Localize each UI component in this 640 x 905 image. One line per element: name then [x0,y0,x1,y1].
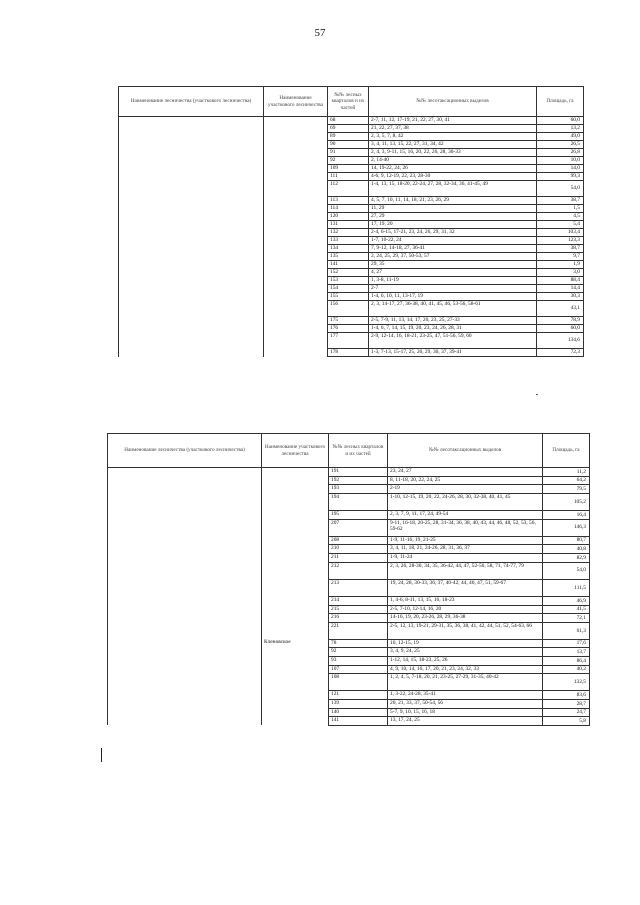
district-cell [262,605,329,614]
allotments-cell: 2, 3, 14-17, 27, 36-38, 40, 41, 45, 46, 53-56, 58-61 [369,301,537,317]
quarter-number-cell: 114 [328,205,369,213]
forest-register-table-2 [107,433,590,726]
allotments-cell: 4-6, 9, 12-19, 22, 23, 28-30 [369,173,537,181]
area-cell: 14,0 [537,165,584,173]
area-cell: 28,7 [543,700,590,709]
area-cell: 4,5 [537,213,584,221]
allotments-cell: 3, 4, 11, 18, 21, 24-26, 28, 31, 36, 37 [388,545,543,554]
quarter-number-cell: 195 [329,510,388,519]
area-cell: 61,3 [543,622,590,639]
allotments-cell: 29, 35 [369,261,537,269]
area-cell: 80,7 [543,536,590,545]
quarter-number-cell: 69 [328,125,369,133]
quarter-number-cell: 139 [329,700,388,709]
allotments-cell: 11, 29 [369,205,537,213]
district-cell [262,596,329,605]
district-cell [262,579,329,596]
header-district: Наименование участкового лесничества [262,434,329,468]
area-cell: 49,0 [537,133,584,141]
header-allotments: №№ лесотаксационных выделов [388,434,543,468]
allotments-cell: 2, 3, 5, 7, 8, 42 [369,133,537,141]
district-cell [262,691,329,700]
quarter-number-cell: 191 [329,468,388,477]
allotments-cell: 20, 21, 33, 37, 50-54, 56 [388,700,543,709]
area-cell: 105,2 [543,493,590,510]
area-cell: 9,7 [537,253,584,261]
area-cell: 5,8 [543,717,590,726]
table-row [108,468,590,477]
quarter-number-cell: 111 [328,173,369,181]
allotments-cell: 1-7, 10-22, 24 [369,237,537,245]
allotments-cell: 1-10, 12-15, 19, 20, 22, 24-26, 28, 30, 32-38, 40, 41, 45 [388,493,543,510]
allotments-cell: 9-11, 16-18, 20-25, 28, 31-34, 36, 38, 40, 43, 44, 46, 48, 52, 53, 56, 59-62 [388,519,543,536]
allotments-cell: 2, 3, 7, 9, 11, 17, 24, 49-54 [388,510,543,519]
quarter-number-cell: 141 [329,717,388,726]
district-cell [262,665,329,674]
margin-line [101,748,102,762]
allotments-cell: 2-7, 11, 12, 17-19, 21, 22, 27, 30, 41 [369,117,537,125]
quarter-number-cell: 152 [328,269,369,277]
area-cell: 41,5 [543,605,590,614]
quarter-number-cell: 210 [329,545,388,554]
quarter-number-cell: 193 [329,485,388,494]
quarter-number-cell: 113 [328,197,369,205]
quarter-number-cell: 215 [329,605,388,614]
district-cell [262,708,329,717]
allotments-cell: 7, 9-12, 14-18, 27, 36-41 [369,245,537,253]
district-cell [262,510,329,519]
district-cell [262,485,329,494]
allotments-cell: 14-16, 19, 20, 23-26, 28, 29, 36-38 [388,614,543,623]
area-cell: 14,4 [537,285,584,293]
district-cell [262,657,329,666]
allotments-cell: 4, 9, 10, 14, 16, 17, 20, 21, 23, 24, 32, 33 [388,665,543,674]
area-cell: 64,2 [543,476,590,485]
quarter-number-cell: 175 [328,317,369,325]
area-cell: 24,7 [543,708,590,717]
allotments-cell: 14, 19-22, 24, 26 [369,165,537,173]
district-cell [262,553,329,562]
allotments-cell: 1-4, 13, 15, 18-20, 22-24, 27, 28, 32-34, 36, 41-45, 49 [369,181,537,197]
allotments-cell: 1-4, 6, 7, 14, 15, 19, 20, 23, 24, 26, 28, 31 [369,325,537,333]
area-cell: 26,5 [537,141,584,149]
quarter-number-cell: 207 [329,519,388,536]
quarter-number-cell: 112 [328,181,369,197]
quarter-number-cell: 131 [328,221,369,229]
table-row [119,117,584,125]
district-cell [262,622,329,639]
area-cell: 99,3 [537,173,584,181]
allotments-cell: 1-9, 11-16, 19, 21-25 [388,536,543,545]
allotments-cell: 2, 14-40 [369,157,537,165]
area-cell: 43,1 [537,301,584,317]
area-cell: 79,5 [543,485,590,494]
quarter-number-cell: 107 [329,665,388,674]
area-cell: 134,6 [537,333,584,349]
area-cell: 83,6 [543,691,590,700]
quarter-number-cell: 208 [329,536,388,545]
district-cell [262,493,329,510]
quarter-number-cell: 135 [328,253,369,261]
header-district: Наименование участкового лесничества [264,87,328,117]
quarter-number-cell: 108 [329,674,388,691]
area-cell: 46,9 [543,596,590,605]
allotments-cell: 1-12, 14, 15, 18-23, 25, 26 [388,657,543,666]
allotments-cell: 2-5, 7-9, 11, 13, 14, 17, 20, 23, 25, 27-33 [369,317,537,325]
allotments-cell: 1-9, 11-24 [388,553,543,562]
area-cell: 123,3 [537,237,584,245]
district-cell [262,717,329,726]
area-cell: 16,4 [543,510,590,519]
allotments-cell: 1-3, 7-13, 15-17, 25, 26, 29, 30, 37, 39-41 [369,349,537,357]
allotments-cell: 2-4, 6-15, 17-21, 23, 24, 26, 29, 31, 32 [369,229,537,237]
district-cell: Кленовское [262,639,329,648]
district-cell [262,614,329,623]
allotments-cell: 3, 4, 9, 24, 25 [388,648,543,657]
quarter-number-cell: 132 [328,229,369,237]
area-cell: 1,9 [537,261,584,269]
area-cell: 86,4 [543,657,590,666]
area-cell: 40,8 [543,545,590,554]
table-2-body [108,468,590,726]
header-quarters: №№ лесных кварталов и их частей [329,434,388,468]
area-cell: 5,4 [537,221,584,229]
quarter-number-cell: 120 [328,213,369,221]
forestry-cell [119,117,264,357]
scan-mark [536,394,538,395]
quarter-number-cell: 140 [329,708,388,717]
header-area: Площадь, га [537,87,584,117]
area-cell: 17,6 [543,639,590,648]
area-cell: 82,9 [543,553,590,562]
area-cell: 26,8 [537,149,584,157]
quarter-number-cell: 93 [329,657,388,666]
quarter-number-cell: 213 [329,579,388,596]
area-cell: 72,1 [543,614,590,623]
allotments-cell: 1, 3-8, 11-19 [369,277,537,285]
area-cell: 54,0 [543,562,590,579]
area-cell: 54,0 [537,181,584,197]
area-cell: 40,2 [543,665,590,674]
area-cell: 103,4 [537,229,584,237]
allotments-cell: 23, 24, 27 [388,468,543,477]
quarter-number-cell: 153 [328,277,369,285]
quarter-number-cell: 109 [328,165,369,173]
district-cell [262,674,329,691]
quarter-number-cell: 178 [328,349,369,357]
area-cell: 38,7 [537,197,584,205]
district-cell [262,468,329,477]
quarter-number-cell: 216 [329,614,388,623]
quarter-number-cell: 92 [329,648,388,657]
quarter-number-cell: 156 [328,301,369,317]
quarter-number-cell: 177 [328,333,369,349]
quarter-number-cell: 133 [328,237,369,245]
quarter-number-cell: 211 [329,553,388,562]
quarter-number-cell: 134 [328,245,369,253]
quarter-number-cell: 192 [329,476,388,485]
area-cell: 72,3 [537,349,584,357]
area-cell: 60,0 [537,117,584,125]
header-area: Площадь, га [543,434,590,468]
allotments-cell: 5-7, 9, 10, 15, 16, 18 [388,708,543,717]
area-cell: 111,5 [543,579,590,596]
allotments-cell: 2-7 [369,285,537,293]
district-cell [262,562,329,579]
table-1-body [119,117,584,357]
area-cell: 13,2 [537,125,584,133]
quarter-number-cell: 194 [329,493,388,510]
quarter-number-cell: 90 [328,141,369,149]
district-cell [262,545,329,554]
quarter-number-cell: 155 [328,293,369,301]
quarter-number-cell: 154 [328,285,369,293]
quarter-number-cell: 221 [329,622,388,639]
area-cell: 88,4 [537,277,584,285]
area-cell: 11,2 [543,468,590,477]
quarter-number-cell: 214 [329,596,388,605]
allotments-cell: 10, 12-15, 19 [388,639,543,648]
allotments-cell: 2, 24, 25, 29, 37, 50-53, 57 [369,253,537,261]
area-cell: 132,5 [543,674,590,691]
area-cell: 1,5 [537,205,584,213]
area-cell: 30,3 [537,293,584,301]
quarter-number-cell: 78 [329,639,388,648]
quarter-number-cell: 68 [328,117,369,125]
quarter-number-cell: 121 [329,691,388,700]
area-cell: 10,0 [537,157,584,165]
quarter-number-cell: 91 [328,149,369,157]
allotments-cell: 2, 4, 3, 9-11, 15, 16, 20, 22, 26, 28, 30-33 [369,149,537,157]
page-number: 57 [314,27,326,39]
header-forestry: Наименование лесничества (участкового лесничества) [108,434,262,468]
district-cell [262,700,329,709]
forestry-cell [108,468,262,726]
quarter-number-cell: 176 [328,325,369,333]
header-quarters: №№ лесных кварталов и их частей [328,87,369,117]
allotments-cell: 2-5, 12, 13, 19-21, 29-31, 35, 36, 38, 41, 42, 44, 51, 52, 54-63, 66 [388,622,543,639]
allotments-cell: 1, 4-6, 8-11, 13, 15, 16, 18-23 [388,596,543,605]
area-cell: 60,0 [537,325,584,333]
forest-register-table-1 [118,86,584,357]
allotments-cell: 21, 22, 27, 37, 38 [369,125,537,133]
allotments-cell: 19, 24, 28, 30-33, 36, 37, 40-42, 44, 46, 47, 51, 59-67 [388,579,543,596]
allotments-cell: 4, 5, 7, 10, 11, 14, 18, 21, 23, 26, 29 [369,197,537,205]
district-cell [262,476,329,485]
allotments-cell: 1, 2, 4, 5, 7-18, 20, 21, 23-25, 27-29, 31-35, 40-42 [388,674,543,691]
allotments-cell: 17, 19, 20 [369,221,537,229]
allotments-cell: 2, 3, 26, 28-30, 34, 35, 36-42, 44, 47, 52-56, 58, 71, 74-77, 79 [388,562,543,579]
quarter-number-cell: 212 [329,562,388,579]
allotments-cell: 3, 4, 11, 13, 15, 22, 27, 31, 34, 42 [369,141,537,149]
allotments-cell: 27, 29 [369,213,537,221]
allotments-cell: 2-19 [388,485,543,494]
allotments-cell: 13, 17, 24, 25 [388,717,543,726]
area-cell: 38,7 [537,245,584,253]
allotments-cell: 1-4, 6, 10, 11, 13-17, 19 [369,293,537,301]
allotments-cell: 4, 27 [369,269,537,277]
district-cell [262,519,329,536]
area-cell: 78,9 [537,317,584,325]
area-cell: 13,7 [543,648,590,657]
district-cell [264,117,328,357]
header-allotments: №№ лесотаксационных выделов [369,87,537,117]
area-cell: 3,0 [537,269,584,277]
area-cell: 146,3 [543,519,590,536]
allotments-cell: 2-9, 12-14, 16, 18-21, 23-25, 47, 51-56, 59, 60 [369,333,537,349]
allotments-cell: 8, 11-18, 20, 22, 24, 25 [388,476,543,485]
quarter-number-cell: 89 [328,133,369,141]
quarter-number-cell: 92 [328,157,369,165]
district-cell [262,536,329,545]
header-forestry: Наименование лесничества (участкового лесничества) [119,87,264,117]
quarter-number-cell: 141 [328,261,369,269]
allotments-cell: 1, 3-22, 24-28, 35-41 [388,691,543,700]
allotments-cell: 2-5, 7-10, 12-14, 16, 20 [388,605,543,614]
district-cell [262,648,329,657]
